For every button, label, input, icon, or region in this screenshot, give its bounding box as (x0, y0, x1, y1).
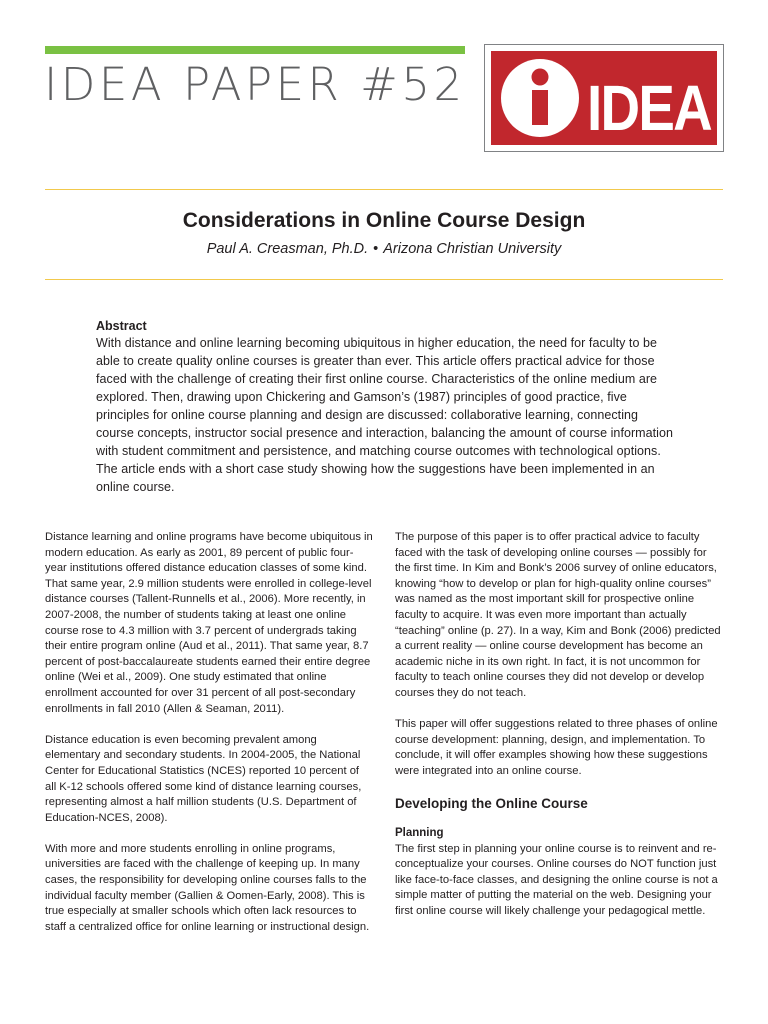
paper-title: Considerations in Online Course Design (182, 209, 586, 232)
body-paragraph: Distance learning and online programs have become ubiquitous in modern education. As early as 2001, 89 percent of public four-year institutions offered distance education classes of some kind. That same year, 2.9 million students were enrolled in college-level distance courses (Tallent-Runnells et al., 2006). More recently, in 2007-2008, the number of students taking at least one online course rose to 4.3 million with 3.7 percent of undergrads taking their entire program online (Aud et al., 2011). That same year, 8.7 percent of post-baccalaureate students earned their entire degree online (Wei et al., 2009). One study estimated that online enrollment accounted for over 31 percent of all post-secondary enrollments in fall 2010 (Allen & Seaman, 2011). (45, 531, 373, 715)
body-paragraph: Distance education is even becoming prevalent among elementary and secondary students. In 2004-2005, the National Center for Educational Statistics (NCES) reported 10 percent of all K-12 schools offered some kind of distance learning courses, representing almost a half million students (U.S. Department of Education-NCES, 2008). (45, 733, 362, 824)
idea-logo-mark (491, 51, 717, 145)
header-accent-bar (45, 46, 465, 54)
sub-heading: Planning (395, 827, 444, 840)
series-title: IDEA PAPER #52 (44, 58, 466, 111)
body-paragraph: The purpose of this paper is to offer practical advice to faculty faced with the task of developing online courses — possibly for the first time. In Kim and Bonk’s 2006 survey of online educators, knowing “how to develop or plan for high-quality online courses” was named as the most important skill for prospective online faculty to acquire. It was even more important than actually “teaching” online (p. 27). In a way, Kim and Bonk (2006) predicted a current reality — online course development has become an academic niche in its own right. In fact, it is not uncommon for faculty to teach online courses they did not develop or develop courses they do not teach. (395, 531, 721, 699)
logo-i-stem (532, 90, 548, 125)
body-paragraph: With more and more students enrolling in online programs, universities are faced with the challenge of keeping up. In many cases, the responsibility for developing online courses falls to the individual faculty member (Gallien & Oomen-Early, 2008). This is true especially at smaller schools which often lack resources to staff a centralized office for online learning or instructional design. (45, 842, 370, 933)
left-column (45, 530, 373, 951)
title-rule-bottom (45, 279, 723, 280)
abstract (96, 318, 676, 496)
body-paragraph: The first step in planning your online course is to reinvent and re-conceptualize your courses. Online courses do NOT function just like face-to-face classes, and designing the online course is not a simple matter of putting the material on the web. Designing your first online course will likely challenge your pedagogical mettle. (395, 842, 718, 918)
logo-wordmark: IDEA (587, 72, 712, 144)
section-heading: Developing the Online Course (395, 796, 588, 812)
title-rule-top (45, 189, 723, 190)
byline-separator: • (373, 241, 379, 257)
abstract-body: With distance and online learning becoming ubiquitous in higher education, the need for faculty to be able to create quality online courses is greater than ever. This article offers practical advice for those faced with the challenge of creating their first online course. Characteristics of the online medium are explored. Then, drawing upon Chickering and Gamson’s (1987) principles of good practice, five principles for online course planning and design are discussed: collaborative learning, connecting course concepts, instructor social presence and interaction, balancing the amount of course information with student commitment and persistence, and matching course outcomes with technological options. The article ends with a short case study showing how the suggestions have been implemented in an online course. (96, 336, 673, 494)
author-name: Paul A. Creasman, Ph.D. (206, 241, 369, 257)
byline (0, 241, 768, 257)
logo-i-dot (532, 69, 549, 86)
body-paragraph: This paper will offer suggestions related to three phases of online course development: planning, design, and implementation. To conclude, it will offer examples showing how these suggestions were integrated into an online course. (395, 718, 718, 777)
logo-background (491, 51, 717, 145)
idea-logo (484, 44, 724, 152)
abstract-heading: Abstract (96, 319, 147, 333)
author-institution: Arizona Christian University (383, 241, 562, 257)
right-column (395, 530, 723, 920)
